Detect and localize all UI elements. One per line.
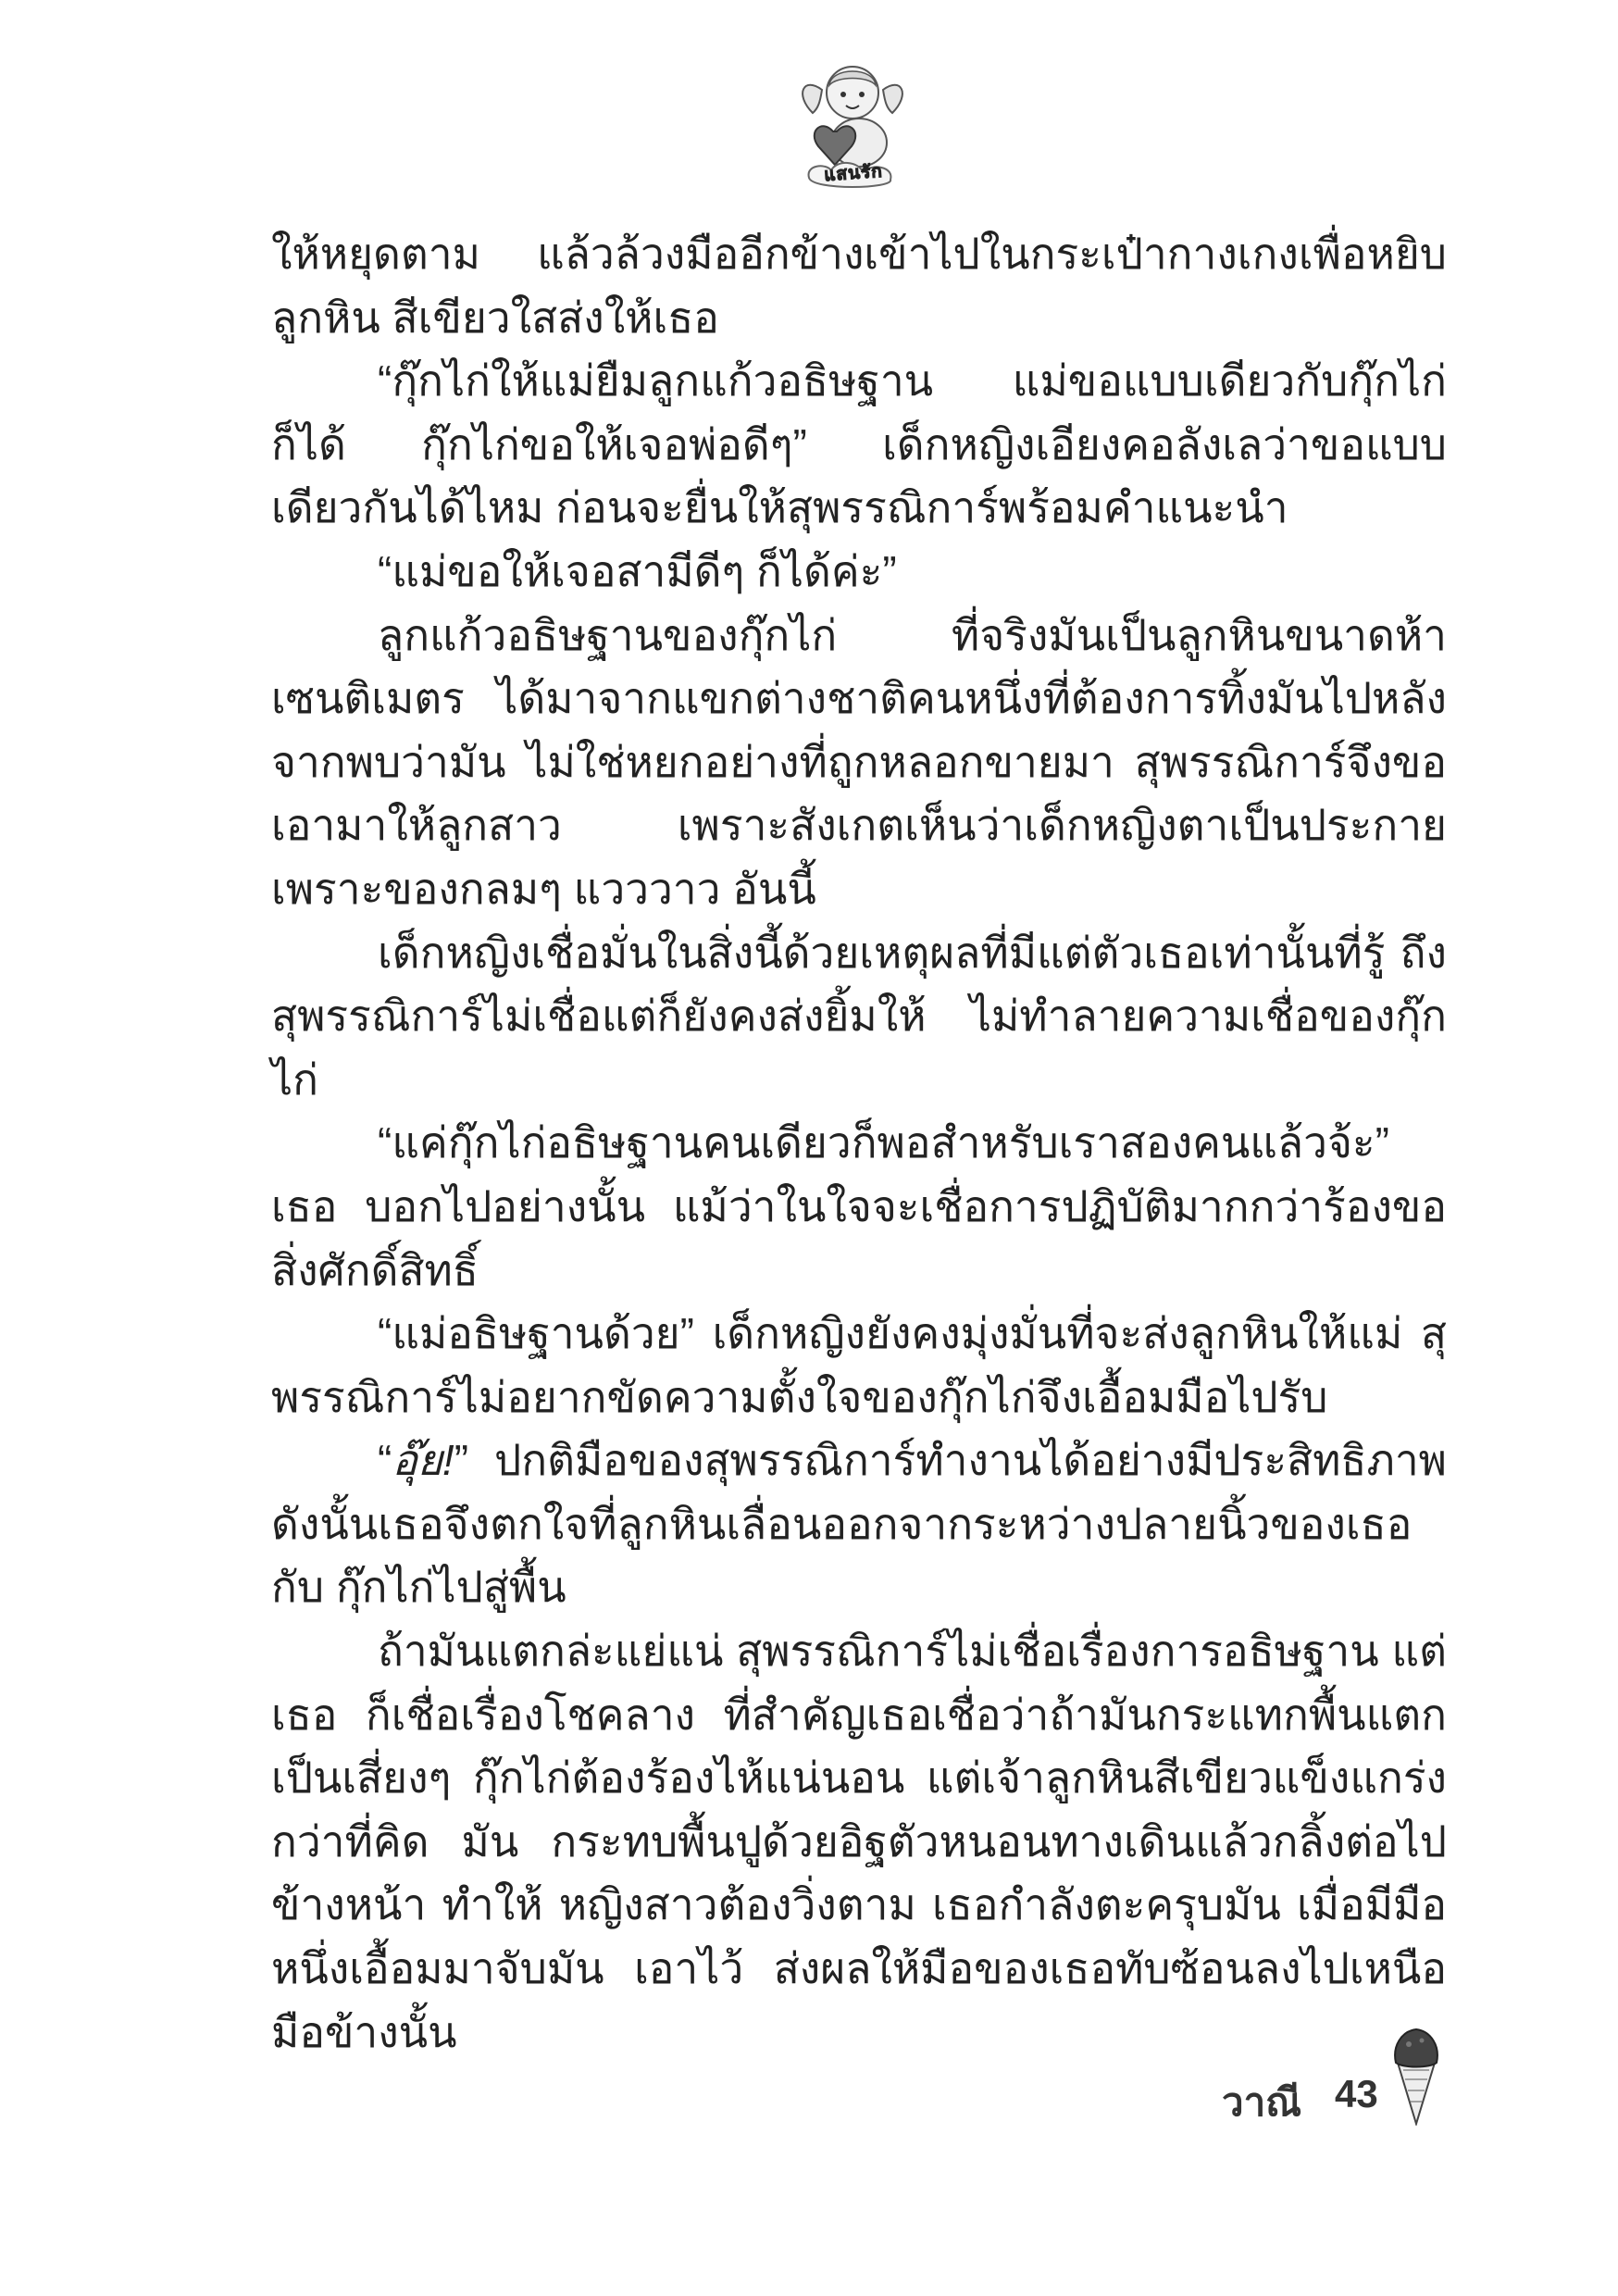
- page-body-text: [271, 222, 1447, 2064]
- paragraph: “แค่กุ๊กไก่อธิษฐานคนเดียวก็พอสำหรับเราสองคนแล้วจ้ะ” เธอ บอกไปอย่างนั้น แม้ว่าในใจจะเชื่อการปฏิบัติมากกว่าร้องขอสิ่งศักดิ์สิทธิ์: [271, 1118, 1447, 1294]
- paragraph: “อุ๊ย!” ปกติมือของสุพรรณิการ์ทำงานได้อย่างมีประสิทธิภาพ ดังนั้นเธอจึงตกใจที่ลูกหินเลื่อนออกจากระหว่างปลายนิ้วของเธอกับ กุ๊กไก่ไปสู่พื้น: [271, 1436, 1447, 1612]
- paragraph: ลูกแก้วอธิษฐานของกุ๊กไก่ ที่จริงมันเป็นลูกหินขนาดห้าเซนติเมตร ได้มาจากแขกต่างชาติคนหนึ่งที่ต้องการทิ้งมันไปหลังจากพบว่ามัน ไม่ใช่หยกอย่างที่ถูกหลอกขายมา สุพรรณิการ์จึงขอเอามาให้ลูกสาว เพราะสังเกตเห็นว่าเด็กหญิงตาเป็นประกายเพราะของกลมๆ แวววาว อันนี้: [271, 610, 1447, 913]
- paragraph: “แม่ขอให้เจอสามีดีๆ ก็ได้ค่ะ”: [378, 546, 897, 595]
- paragraph: “แม่อธิษฐานด้วย” เด็กหญิงยังคงมุ่งมั่นที่จะส่งลูกหินให้แม่ สุพรรณิการ์ไม่อยากขัดความตั้งใจของกุ๊กไก่จึงเอื้อมมือไปรับ: [271, 1309, 1447, 1421]
- ice-cream-icon: [1392, 2026, 1440, 2126]
- paragraph: “กุ๊กไก่ให้แม่ยืมลูกแก้วอธิษฐาน แม่ขอแบบเดียวกับกุ๊กไก่ก็ได้ กุ๊กไก่ขอให้เจอพ่อดีๆ” เด็กหญิงเอียงคอลังเลว่าขอแบบเดียวกันได้ไหม ก่อนจะยื่นให้สุพรรณิการ์พร้อมคำแนะนำ: [271, 356, 1447, 532]
- paragraph: เด็กหญิงเชื่อมั่นในสิ่งนี้ด้วยเหตุผลที่มีแต่ตัวเธอเท่านั้นที่รู้ ถึง สุพรรณิการ์ไม่เชื่อแต่ก็ยังคงส่งยิ้มให้ ไม่ทำลายความเชื่อของกุ๊กไก่: [271, 928, 1447, 1104]
- paragraph: ให้หยุดตาม แล้วล้วงมืออีกข้างเข้าไปในกระเป๋ากางเกงเพื่อหยิบลูกหิน สีเขียวใสส่งให้เธอ: [271, 230, 1447, 342]
- footer-author-title: วาณี: [1222, 2080, 1302, 2124]
- page-number: 43: [1335, 2072, 1378, 2115]
- paragraph: ถ้ามันแตกล่ะแย่แน่ สุพรรณิการ์ไม่เชื่อเรื่องการอธิษฐาน แต่เธอ ก็เชื่อเรื่องโชคลาง ที่สำคัญเธอเชื่อว่าถ้ามันกระแทกพื้นแตกเป็นเสี่ยงๆ กุ๊กไก่ต้องร้องไห้แน่นอน แต่เจ้าลูกหินสีเขียวแข็งแกร่งกว่าที่คิด มัน กระทบพื้นปูด้วยอิฐตัวหนอนทางเดินแล้วกลิ้งต่อไปข้างหน้า ทำให้ หญิงสาวต้องวิ่งตาม เธอกำลังตะครุบมัน เมื่อมีมือหนึ่งเอื้อมมาจับมัน เอาไว้ ส่งผลให้มือของเธอทับซ้อนลงไปเหนือมือข้างนั้น: [271, 1627, 1447, 2056]
- logo-text: แสนรัก: [823, 160, 884, 186]
